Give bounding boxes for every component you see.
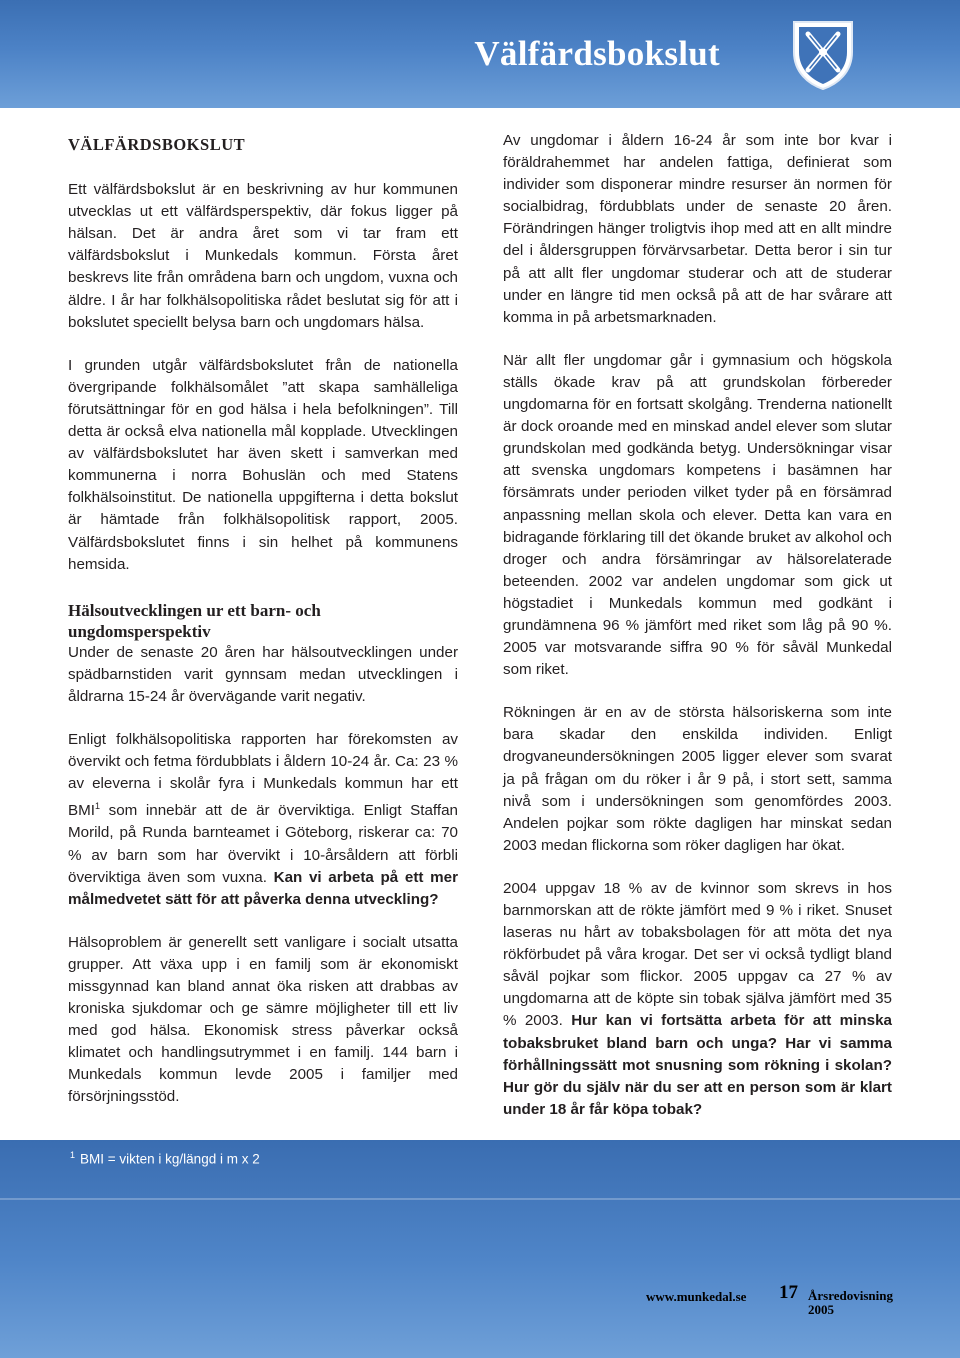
footnote-text: BMI = vikten i kg/längd i m x 2 <box>80 1151 260 1167</box>
footnote-ref: 1 <box>95 801 101 812</box>
page-number: 17 <box>779 1282 798 1303</box>
report-title <box>808 1289 928 1317</box>
header-title: Välfärdsbokslut <box>474 34 720 73</box>
report-title-line1: Årsredovisning <box>808 1288 893 1303</box>
page-footer <box>0 1140 960 1358</box>
page-header <box>0 0 960 108</box>
report-title-line2: 2005 <box>808 1302 834 1317</box>
smoking-paragraph: Rökningen är en av de största hälsoriskerna som inte bara skadar den enskilda individen. Enligt drogvaneundersökningen 2005 ligger elever som svarat ja på frågan om du röker i år 9 på, i stort sett, samma nivå som i undersökningen som genomfördes 2003. Andelen pojkar som rökte dagligen har minskat sedan 2003 medan flickorna som röker dagligen har ökat. <box>503 704 892 854</box>
youth-poverty-paragraph: Av ungdomar i åldern 16-24 år som inte bor kvar i föräldrahemmet har andelen fattiga, definierat som individer som disponerar mindre resurser än normen för socialbidrag, fördubblats under de senaste 20 åren. Förändringen hänger troligtvis ihop med att en allt mindre del i åldersgruppen förvärvsarbetar. Detta beror i sin tur på att allt fler ungdomar studerar och att de studerar under en längre tid men också på att de har svårare att komma in på arbetsmarknaden. <box>503 132 892 326</box>
section-heading: VÄLFÄRDSBOKSLUT <box>68 135 246 154</box>
social-groups-paragraph: Hälsoproblem är generellt sett vanligare i socialt utsatta grupper. Att växa upp i en familj som är ekonomiskt missgynnad kan bland annat öka risken att drabbas av kroniska sjukdomar och ge sämre möjligheter till ett liv med god hälsa. Ekonomisk stress påverkar också klimatet och handlingsutrymmet i en familj. 144 barn i Munkedals kommun levde 2005 i familjer med försörjningsstöd. <box>68 933 458 1106</box>
school-paragraph: När allt fler ungdomar går i gymnasium och högskola ställs ökade krav på att grundskolan förbereder ungdomarna för en fortsatt skolgång. Trenderna nationellt är dock oroande med en minskad andel elever som slutar grundskolan med godkända betyg. Undersökningar visar att svenska ungdomars kompetens i basämnen har försämrats under perioden vilket tyder på en försämrad anpassning mellan skola och elever. Detta kan vara en bidragande förklaring till det ökande bruket av alkohol och droger och andra försämringar av hälsorelaterade beteenden. 2002 var andelen ungdomar som gick ut högstadiet i Munkedals kommun med godkänt i grundämnena 96 % jämfört med riket som låg på 90 %. 2005 var motsvarande siffra 90 % för såväl Munkedal som riket. <box>503 351 892 679</box>
tobacco-question: Hur kan vi fortsätta arbeta för att minska tobaksbruket bland barn och unga? Har vi samma förhållningssätt mot snusning som rökning i skolan? Hur gör du själv när du ser att en person som är klart under 18 år får köpa tobak? <box>503 1012 892 1118</box>
right-column <box>503 130 892 1142</box>
intro-paragraph: Ett välfärdsbokslut är en beskrivning av hur kommunen utvecklas ut ett välfärdsperspektiv, där fokus ligger på hälsan. Det är andra året som vi tar fram ett välfärdsbokslut i Munkedals kommun. Första året beskrevs lite från områdena barn och ungdom, vuxna och äldre. I år har folkhälsopolitiska rådet beslutat sig för att i bokslutet speciellt belysa barn och ungdomars hälsa. <box>68 181 458 331</box>
background-paragraph: I grunden utgår välfärdsbokslutet från de nationella övergripande folkhälsomålet ”att skapa samhälleliga förutsättningar för en god hälsa i hela befolkningen”. Till detta är också elva nationella mål kopplade. Utvecklingen av välfärdsbokslutet har även skett i samverkan med kommunerna i norra Bohuslän och med Statens folkhälsoinstitut. De nationella uppgifterna i detta bokslut är hämtade från folkhälsopolitisk rapport, 2005. Välfärdsbokslutet finns i sin helhet på kommunens hemsida. <box>68 356 458 573</box>
overweight-text: Enligt folkhälsopolitiska rapporten har förekomsten av övervikt och fetma fördubblats i åldern 10-24 år. Ca: 23 % av eleverna i skolår fyra i Munkedals kommun har ett BMI <box>68 730 458 820</box>
footnote-number: 1 <box>70 1150 76 1160</box>
health-development-paragraph: Under de senaste 20 åren har hälsoutvecklingen under spädbarnstiden varit gynnsam medan utvecklingen i åldrarna 15-24 år övervägande varit negativ. <box>68 643 458 705</box>
overweight-question: Kan vi arbeta på ett mer målmedvetet sätt för att påverka denna utveckling? <box>68 868 459 908</box>
website-link[interactable]: www.munkedal.se <box>646 1289 747 1304</box>
overweight-text-cont: som innebär att de är överviktiga. Enligt Staffan Morild, på Runda barnteamet i Göteborg, riskerar ca: 70 % av barn som har övervikt i 10-årsåldern att förbli överviktiga även som vuxna. <box>68 802 458 886</box>
municipal-crest-icon <box>790 18 856 92</box>
tobacco-paragraph <box>503 878 892 1121</box>
overweight-paragraph <box>68 729 458 911</box>
health-development-subheading: Hälsoutvecklingen ur ett barn- och ungdomsperspektiv <box>68 600 321 641</box>
footnote <box>70 1150 260 1167</box>
footer-divider <box>0 1198 960 1200</box>
left-column <box>68 130 458 1130</box>
tobacco-text: 2004 uppgav 18 % av de kvinnor som skrevs in hos barnmorskan att de rökte jämfört med 9 % i riket. Snuset laseras nu hårt av tobaksbolagen för att möta det nya rökförbudet på våra krogar. Det ser vi också tydligt bland såväl pojkar som flickor. 2005 uppgav ca 27 % av ungdomarna att de köpte sin tobak själva jämfört med 35 % 2003. <box>503 879 892 1030</box>
